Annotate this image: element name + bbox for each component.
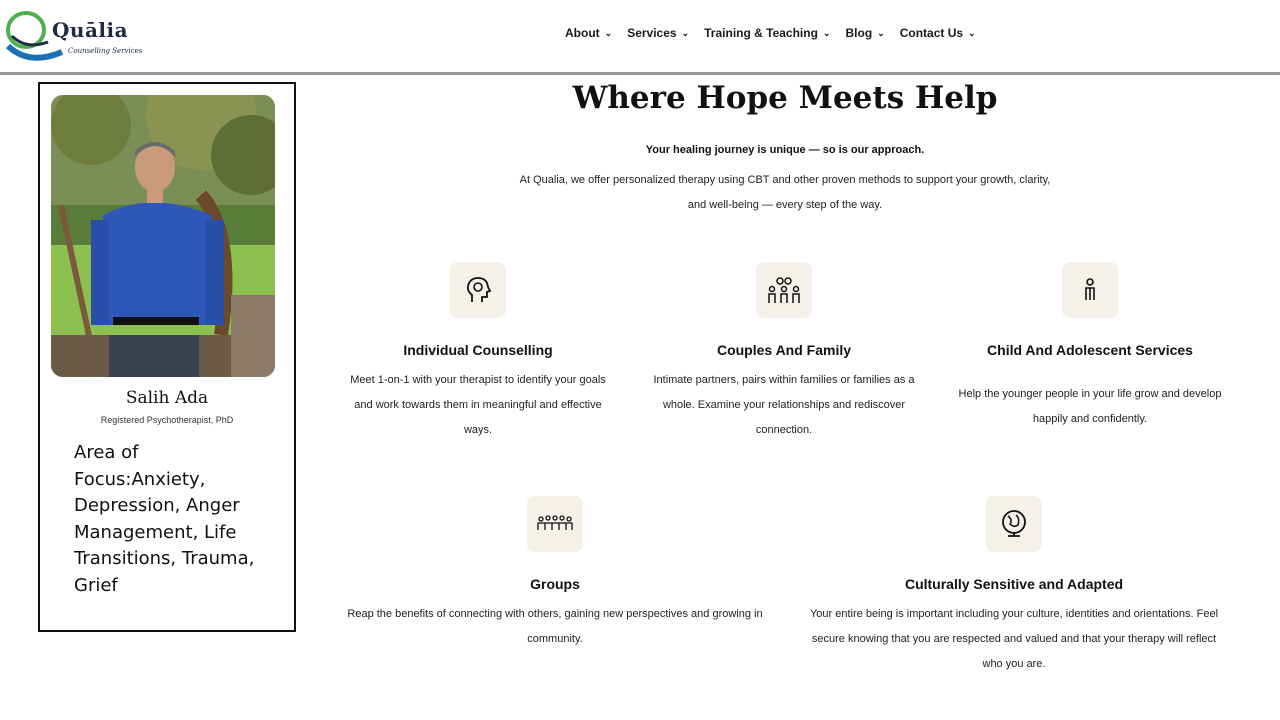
nav-label: Services (627, 26, 677, 40)
chevron-down-icon: ⌄ (968, 27, 976, 38)
family-icon (766, 275, 802, 305)
logo-text: Quālia (52, 18, 129, 42)
icon-tile (527, 496, 583, 552)
service-title: Groups (530, 576, 580, 592)
globe-icon (998, 508, 1030, 540)
nav-label: Contact Us (899, 26, 964, 40)
nav-blog[interactable] (845, 26, 884, 40)
qualia-logo[interactable] (4, 6, 154, 64)
nav-services[interactable] (627, 26, 689, 40)
therapist-photo (51, 95, 275, 377)
therapist-credentials: Registered Psychotherapist, PhD (100, 415, 234, 425)
therapist-profile-card (38, 82, 296, 632)
service-title: Individual Counselling (403, 342, 553, 358)
nav-contact-us[interactable] (900, 26, 976, 40)
icon-tile (450, 262, 506, 318)
service-title: Culturally Sensitive and Adapted (904, 576, 1124, 592)
main-nav (565, 26, 991, 40)
service-couples-family[interactable] (646, 262, 922, 443)
hero-subtitle: Your healing journey is unique — so is our approach. (645, 144, 925, 156)
service-description: Reap the benefits of connecting with others, gaining new perspectives and growing in community. (347, 608, 763, 645)
header-divider (0, 72, 1280, 75)
service-description: Help the younger people in your life grow and develop happily and confidently. (958, 388, 1222, 425)
service-groups[interactable] (340, 496, 770, 652)
chevron-down-icon: ⌄ (822, 27, 831, 38)
icon-tile (986, 496, 1042, 552)
chevron-down-icon: ⌄ (604, 27, 613, 38)
hero-description-line: and well-being — every step of the way. (687, 199, 883, 211)
service-child-adolescent[interactable] (952, 262, 1228, 432)
nav-training-teaching[interactable] (704, 26, 830, 40)
nav-label: Training & Teaching (704, 26, 818, 40)
nav-label: Blog (845, 26, 873, 40)
service-description: Meet 1-on-1 with your therapist to identify your goals and work towards them in meaningful and effective ways. (350, 374, 606, 436)
chevron-down-icon: ⌄ (681, 27, 690, 38)
hero-description-line: At Qualia, we offer personalized therapy using CBT and other proven methods to support your growth, clarity, (519, 174, 1051, 186)
areas-of-focus: Area of Focus:Anxiety, Depression, Anger Management, Life Transitions, Trauma, Grief (74, 442, 255, 596)
service-individual-counselling[interactable] (340, 262, 616, 443)
logo-subtitle: Counselling Services (68, 47, 143, 55)
group-icon (536, 514, 574, 534)
hero-description (470, 168, 1100, 218)
icon-tile (1062, 262, 1118, 318)
service-title: Child And Adolescent Services (987, 342, 1193, 358)
therapist-name: Salih Ada (125, 388, 209, 408)
service-title: Couples And Family (716, 342, 852, 358)
head-icon (463, 275, 493, 305)
service-description: Your entire being is important including your culture, identities and orientations. Feel secure knowing that you are respected and valued and that your therapy will reflect who you are. (809, 608, 1219, 670)
child-icon (1082, 276, 1098, 304)
chevron-down-icon: ⌄ (877, 27, 885, 38)
nav-about[interactable] (565, 26, 612, 40)
page-title: Where Hope Meets Help (572, 80, 998, 116)
service-culturally-sensitive[interactable] (806, 496, 1222, 677)
nav-label: About (565, 26, 600, 40)
icon-tile (756, 262, 812, 318)
service-description: Intimate partners, pairs within families or families as a whole. Examine your relationships and rediscover connection. (653, 374, 915, 436)
site-header (0, 0, 1280, 72)
